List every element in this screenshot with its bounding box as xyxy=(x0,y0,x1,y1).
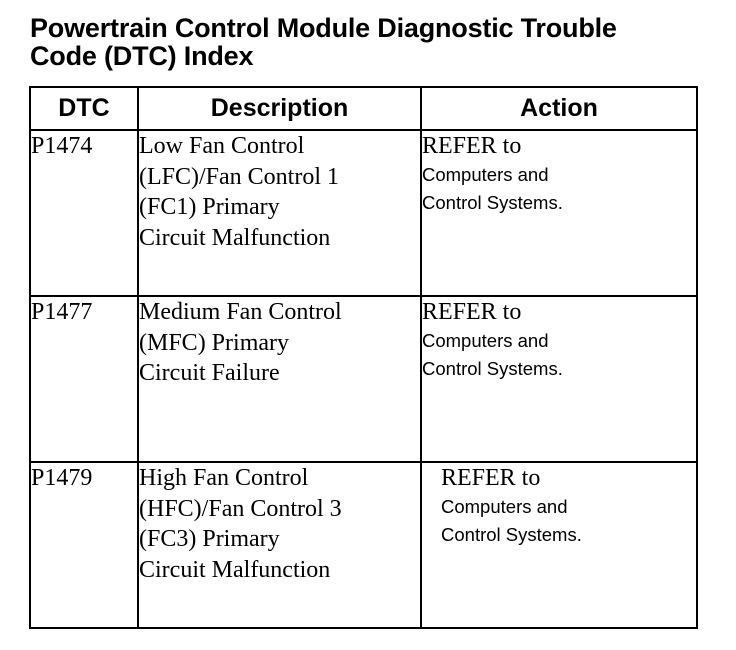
action-target-line: Control Systems. xyxy=(441,524,582,545)
dtc-action xyxy=(421,130,697,296)
header-description: Description xyxy=(138,87,421,130)
table-row xyxy=(30,296,697,462)
header-dtc: DTC xyxy=(30,87,138,130)
dtc-table xyxy=(29,86,698,629)
table-row xyxy=(30,462,697,628)
description-line: (FC1) Primary xyxy=(139,194,280,220)
description-line: (LFC)/Fan Control 1 xyxy=(139,163,340,190)
description-line: High Fan Control xyxy=(139,465,309,491)
dtc-description xyxy=(138,296,421,462)
description-line: (MFC) Primary xyxy=(139,329,289,356)
description-line: Low Fan Control xyxy=(139,133,305,159)
action-target-line: Control Systems. xyxy=(422,192,563,213)
dtc-code: P1474 xyxy=(30,130,138,296)
action-target-line: Computers and xyxy=(422,330,549,351)
description-line: Medium Fan Control xyxy=(139,299,342,325)
action-refer: REFER to xyxy=(422,133,522,159)
action-refer: REFER to xyxy=(422,299,522,325)
dtc-description xyxy=(138,130,421,296)
table-row xyxy=(30,130,697,296)
table-header-row xyxy=(30,87,697,130)
description-line: (FC3) Primary xyxy=(139,526,280,552)
action-refer: REFER to xyxy=(441,465,541,491)
dtc-code: P1479 xyxy=(30,462,138,628)
action-target-line: Computers and xyxy=(441,496,568,517)
document-title xyxy=(30,14,720,70)
dtc-action xyxy=(421,296,697,462)
action-target-line: Control Systems. xyxy=(422,358,563,379)
dtc-description xyxy=(138,462,421,628)
dtc-action xyxy=(421,462,697,628)
dtc-code: P1477 xyxy=(30,296,138,462)
description-line: (HFC)/Fan Control 3 xyxy=(139,495,342,522)
title-line-1: Powertrain Control Module Diagnostic Trouble xyxy=(30,13,617,43)
action-target-line: Computers and xyxy=(422,164,549,185)
header-action: Action xyxy=(421,87,697,130)
description-line: Circuit Malfunction xyxy=(139,556,331,583)
description-line: Circuit Failure xyxy=(139,360,280,386)
title-line-2: Code (DTC) Index xyxy=(30,41,254,71)
description-line: Circuit Malfunction xyxy=(139,224,331,251)
